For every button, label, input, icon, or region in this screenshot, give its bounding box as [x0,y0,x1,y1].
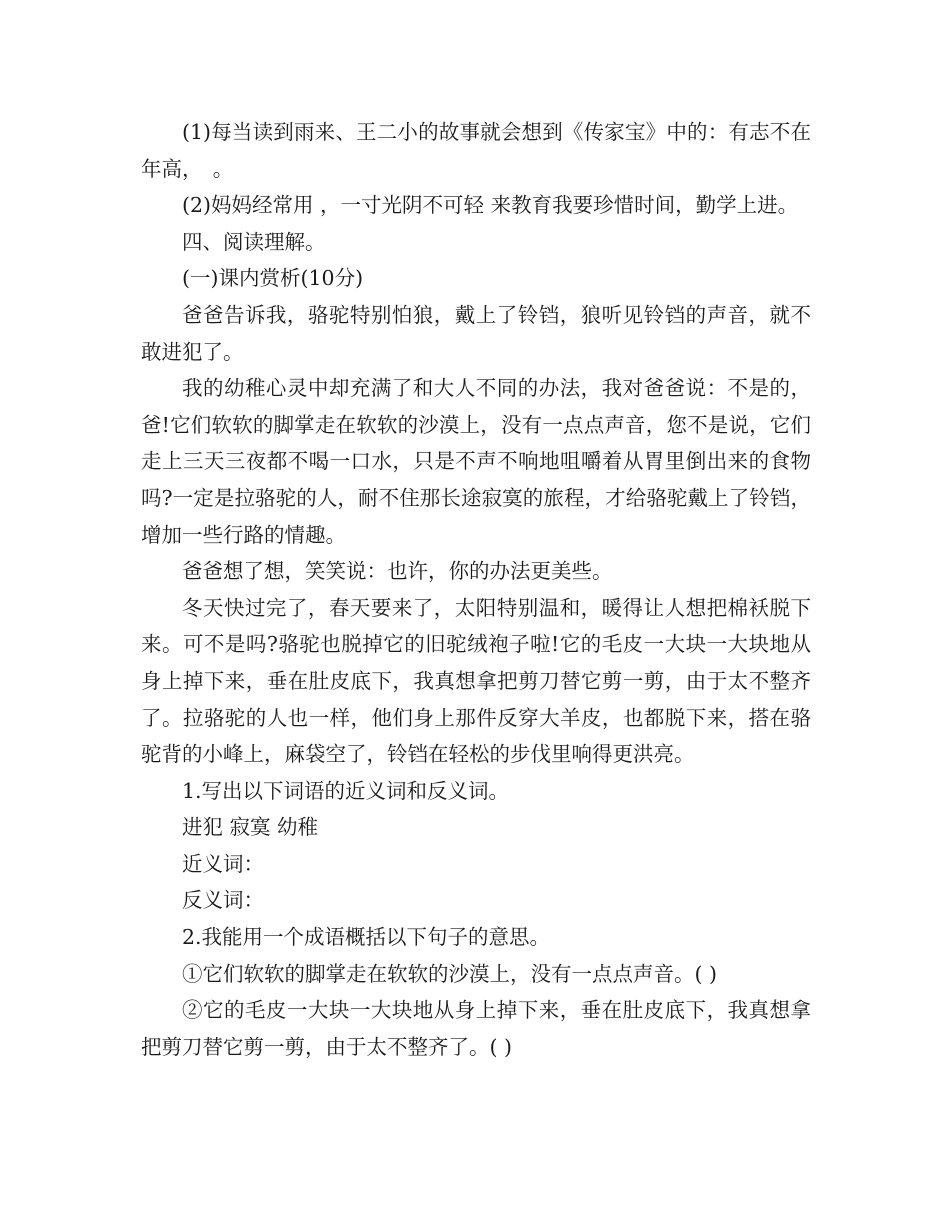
exercise-1-antonyms: 反义词： [182,888,264,913]
section-heading-reading: 四、阅读理解。 [182,229,326,254]
exercise-2-prompt: 2.我能用一个成语概括以下句子的意思。 [182,925,551,950]
exercise-2-item-2: ②它的毛皮一大块一大块地从身上掉下来，垂在肚皮底下，我真想拿把剪刀替它剪一剪，由于太不整齐了。( ) [141,998,811,1059]
passage-paragraph-4: 冬天快过完了，春天要来了，太阳特别温和，暖得让人想把棉袄脱下来。可不是吗?骆驼也脱掉它的旧驼绒袍子啦!它的毛皮一大块一大块地从身上掉下来，垂在肚皮底下，我真想拿把剪刀替它剪一剪，由于太不整齐了。拉骆驼的人也一样，他们身上那件反穿大羊皮，也都脱下来，搭在骆驼背的小峰上，麻袋空了，铃铛在轻松的步伐里响得更洪亮。 [141,595,811,767]
exercise-1-synonyms: 近义词： [182,851,264,876]
question-1-text: (1)每当读到雨来、王二小的故事就会想到《传家宝》中的：有志不在年高， 。 [141,120,811,181]
subsection-heading: (一)课内赏析(10分) [182,266,364,291]
question-2-text: (2)妈妈经常用 ，一寸光阴不可轻 来教育我要珍惜时间，勤学上进。 [182,193,799,218]
passage-paragraph-3: 爸爸想了想，笑笑说：也许，你的办法更美些。 [182,559,613,584]
exercise-2-item-1: ①它们软软的脚掌走在软软的沙漠上，没有一点点声音。( ) [182,961,718,986]
document-page [141,114,811,1065]
exercise-1-prompt: 1.写出以下词语的近义词和反义词。 [182,778,510,803]
passage-paragraph-1: 爸爸告诉我，骆驼特别怕狼，戴上了铃铛，狼听见铃铛的声音，就不敢进犯了。 [141,302,811,364]
exercise-1-words: 进犯 寂寞 幼稚 [182,815,319,840]
passage-paragraph-2: 我的幼稚心灵中却充满了和大人不同的办法，我对爸爸说：不是的，爸!它们软软的脚掌走在软软的沙漠上，没有一点点声音，您不是说，它们走上三天三夜都不喝一口水，只是不声不响地咀嚼着从胃里倒出来的食物吗?一定是拉骆驼的人，耐不住那长途寂寞的旅程，才给骆驼戴上了铃铛，增加一些行路的情趣。 [141,376,811,547]
